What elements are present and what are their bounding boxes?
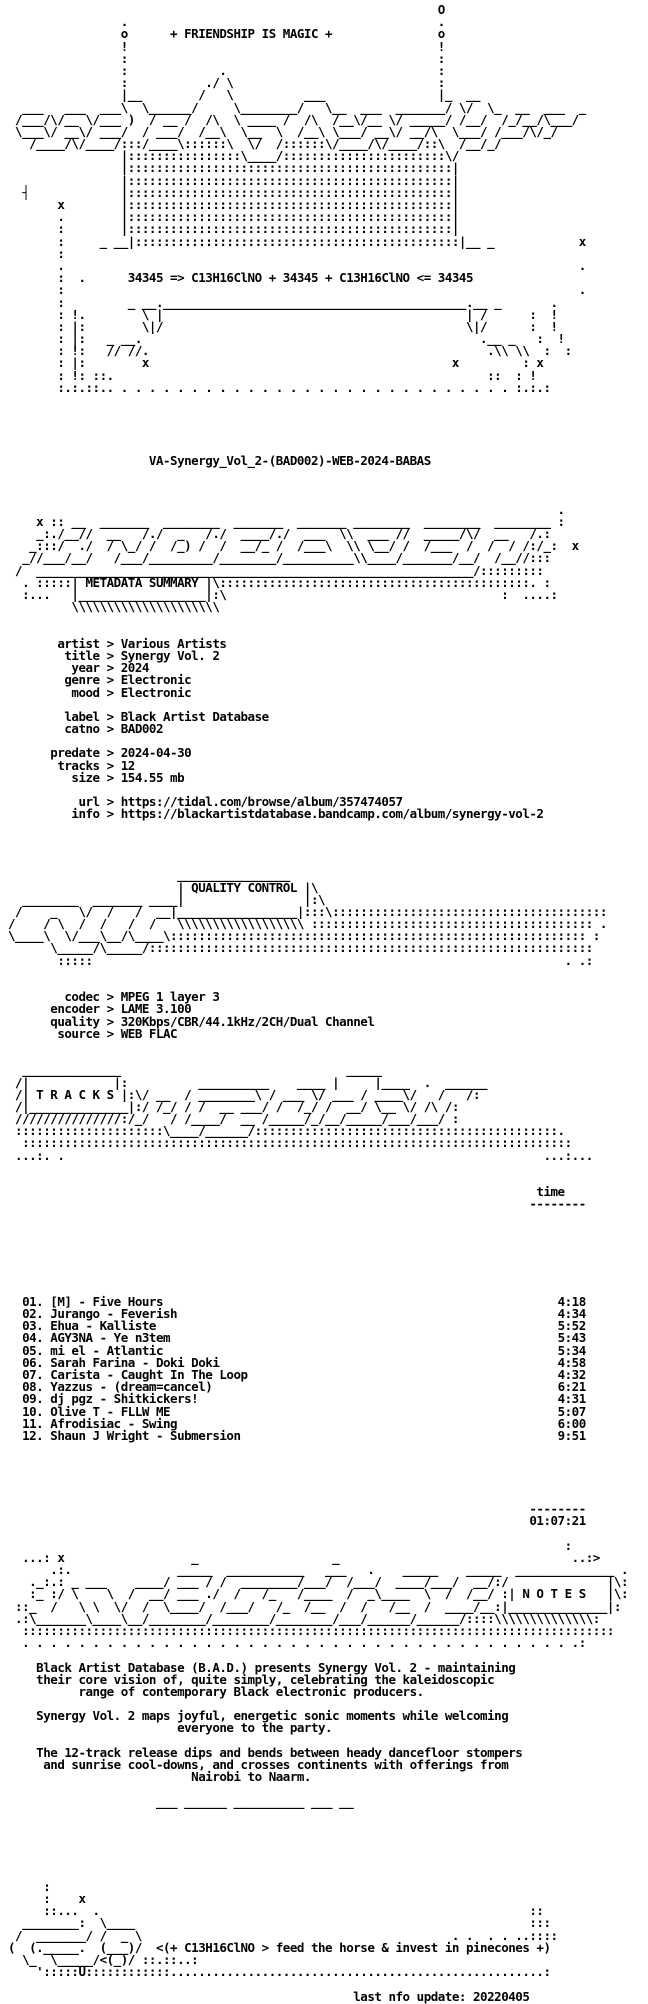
nfo-line: :_ :/ \ \ / __/ ___ ./ / /_ /____ / _\____ \ / /__/ :| N O T E S |\: [8, 1586, 629, 1602]
nfo-line [8, 1978, 640, 1990]
nfo-line: |::::::::::::::::\____/:::::::::::::::::::::::\/ [8, 148, 459, 164]
nfo-line: ::... . :: [8, 1903, 544, 1919]
nfo-line: ________: \____ ::: [8, 1915, 551, 1931]
nfo-line: Nairobi to Naarm. [8, 1769, 311, 1785]
nfo-line [8, 1454, 640, 1466]
nfo-line: . [8, 501, 565, 517]
nfo-line: -------- [8, 1501, 586, 1517]
track-title: 06. Sarah Farina - Doki Doki [8, 1354, 220, 1370]
nfo-line: .:\_______\____\__/________/________/________/___/______/______/::::\\\\\\\\\\\\\\: [8, 1610, 600, 1626]
nfo-line: info > https://blackartistdatabase.bandcamp.com/album/synergy-vol-2 [8, 806, 544, 822]
nfo-line: . . [8, 257, 586, 273]
nfo-line: ___ ___ ___\ \______/ \________/ \__ ___ _______/ \/ \_ __ ___ _ [8, 99, 586, 115]
nfo-line: : |: \|/ \|/ : ! [8, 318, 558, 334]
nfo-line: ________ _______ ____| |:\ [8, 891, 326, 907]
nfo-line: / _______/ / _ \ . . . . ..:::: [8, 1927, 558, 1943]
nfo-line: title > Synergy Vol. 2 [8, 647, 220, 663]
nfo-line: : ./ \ : [8, 75, 445, 91]
nfo-line: ...: x _ _ ..:> [8, 1549, 600, 1565]
nfo-line [8, 1808, 640, 1820]
nfo-line: /____/\/____/:::/____\::::::\ \/ /::::::\/____/\/____/::\ /__/_/ [8, 136, 502, 152]
nfo-line: :::::::::::::::::::::::::::::::::::::::::::::::::::::::::::::::::::::::::::::::::::: [8, 1622, 614, 1638]
nfo-line: \_____/\_____/::::::::::::::::::::::::::::::::::::::::::::::::::::::::::::::: [8, 940, 593, 956]
nfo-line: : [8, 245, 65, 261]
nfo-line [8, 1869, 640, 1881]
nfo-line: :... |__________________|:\ : ....: [8, 587, 558, 602]
nfo-line: codec > MPEG 1 layer 3 [8, 989, 220, 1005]
nfo-line: : |: x x : x [8, 355, 544, 371]
nfo-line: |__ / \ ___ |_ __ [8, 87, 481, 103]
track-title: 05. mi el - Atlantic [8, 1342, 164, 1358]
nfo-line: o + FRIENDSHIP IS MAGIC + o [8, 26, 445, 42]
nfo-line: : [8, 1878, 51, 1894]
nfo-line [8, 1832, 640, 1844]
nfo-line [8, 845, 640, 857]
nfo-line [8, 418, 640, 430]
nfo-line: / ______________________________________________________________/::::::::: [8, 562, 544, 578]
nfo-line: Black Artist Database (B.A.D.) presents Synergy Vol. 2 - maintaining [8, 1659, 516, 1675]
nfo-line: VA-Synergy_Vol_2-(BAD002)-WEB-2024-BABAS [8, 452, 431, 468]
nfo-line: |::::::::::::::::::::::::::::::::::::::::::::::| [8, 160, 459, 176]
nfo-line: ::::: . .: [8, 952, 593, 968]
nfo-line: : [8, 1537, 572, 1553]
nfo-line: ┤ |::::::::::::::::::::::::::::::::::::::::::::::| [8, 184, 459, 200]
nfo-line: tracks > 12 [8, 757, 135, 773]
track-time: 5:07 [557, 1403, 586, 1419]
nfo-line: year > 2024 [8, 660, 149, 676]
nfo-line: | QUALITY CONTROL |\ [8, 879, 319, 895]
nfo-line [8, 467, 640, 479]
nfo-line: \\\\\\\\\\\\\\\\\\\\\ [8, 599, 220, 615]
track-time: 4:31 [557, 1391, 586, 1407]
nfo-line: ._:.: _ ___ ____/ ___ / / ________/___/ /___/ ____/___/ __/:/ |\: [8, 1574, 629, 1590]
nfo-line: : _ __|::::::::::::::::::::::::::::::::::::::::::::::|__ _ x [8, 233, 586, 249]
nfo-line: everyone to the party. [8, 1720, 333, 1736]
nfo-line: _//___/__/ /___/_________/________/__________\\____/_______/__/ /__//::: [8, 550, 551, 566]
nfo-line: time [8, 1184, 565, 1200]
nfo-line: ( (._____. (___)/ <(+ C13H16ClNO > feed the horse & invest in pinecones +) [8, 1939, 551, 1955]
nfo-line: ::_ / \ \ \/ / \____/ /___/ /_ /__ / / /__ / ____/__:|______________|: [8, 1598, 621, 1614]
nfo-line [8, 1235, 640, 1247]
track-time: 9:51 [557, 1427, 586, 1443]
nfo-line: : : [8, 50, 445, 66]
nfo-line: The 12-track release dips and bends between heady dancefloor stompers [8, 1744, 523, 1760]
nfo-line: : !: // //. .\\ \\ : : [8, 343, 572, 359]
nfo-line: label > Black Artist Database [8, 708, 269, 724]
nfo-line [8, 1162, 640, 1174]
nfo-line: /___/\/__ \/___ ) / __ / /\ \ ____ / /\ /__\/__ \/ _____/ /__/ /_/__/\___/ [8, 111, 579, 127]
track-title: 01. [M] - Five Hours [8, 1293, 164, 1309]
nfo-line: quality > 320Kbps/CBR/44.1kHz/2CH/Dual Channel [8, 1013, 375, 1029]
nfo-line: : |: _ __. .__ _ : ! [8, 331, 565, 347]
nfo-line: source > WEB FLAC [8, 1025, 178, 1041]
track-title: 08. Yazzus - (dream=cancel) [8, 1379, 213, 1395]
nfo-line: size > 154.55 mb [8, 769, 185, 785]
track-time: 4:34 [557, 1306, 586, 1322]
nfo-line: : |::::::::::::::::::::::::::::::::::::::::::::::| [8, 221, 459, 237]
nfo-line: \___\/ __\/ ___/ / ___/ /__\ \__ \ /__\ \___/ __\/ __/\ \___/ /___/\/_/ [8, 123, 558, 139]
nfo-line: O [8, 2, 445, 17]
nfo-line [8, 479, 640, 491]
nfo-line [8, 1211, 640, 1223]
nfo-line: \_ \_____/<(_)/ ::.::..: [8, 1952, 199, 1967]
nfo-line: _:./__// __ /./ _ /./ ____/./ ___ \\ ___ // _____/\/ __ /.: [8, 526, 551, 542]
track-spacer [241, 1428, 558, 1443]
nfo-line: :::::::::::::::::::::::::::::::::::::::::::::::::::::::::::::::::::::::::::::: [8, 1135, 572, 1151]
nfo-line: : !: ::. :: : ! [8, 367, 537, 383]
nfo-line [8, 1247, 640, 1259]
nfo-line: . :::::| METADATA SUMMARY |\::::::::::::::::::::::::::::::::::::::::::::. : [8, 574, 551, 590]
nfo-line: \____\ \/___\__/\____\::::::::::::::::::::::::::::::::::::::::::::::::::::::::::: : [8, 928, 600, 944]
nfo-line: ! ! [8, 38, 445, 54]
nfo-line [8, 821, 640, 833]
nfo-line [8, 833, 640, 845]
nfo-line: : _ __.___________________________________________.__ _ . [8, 294, 558, 310]
nfo-line: their core vision of, quite simply, celebrating the kaleidoscopic [8, 1671, 495, 1687]
nfo-line: genre > Electronic [8, 672, 192, 688]
nfo-line [8, 1820, 640, 1832]
nfo-line: -------- [8, 1196, 586, 1212]
nfo-line: and sunrise cool-downs, and crosses continents with offerings from [8, 1757, 509, 1772]
nfo-line: /| T R A C K S |:\/ __ / ________\ / ___ \/ ___ / ____\/ / /: [8, 1086, 481, 1102]
nfo-line: /|______________|:/ /_/ / / __ ___/ / /_/ / __/ \__ \/ /\ /: [8, 1098, 459, 1114]
nfo-line: artist > Various Artists [8, 635, 227, 651]
nfo-line [8, 1467, 640, 1479]
track-time: 4:58 [557, 1354, 586, 1370]
track-title: 07. Carista - Caught In The Loop [8, 1367, 248, 1382]
track-title: 12. Shaun J Wright - Submersion [8, 1427, 241, 1443]
nfo-line: : x [8, 1891, 86, 1907]
nfo-document [8, 4, 640, 2003]
nfo-line [8, 394, 640, 406]
nfo-line: ________________ [8, 867, 290, 883]
nfo-line: ___ ______ __________ ___ __ [8, 1793, 354, 1809]
nfo-line [8, 1857, 640, 1869]
nfo-line: /| |: __________ ____ | |____ . ______ [8, 1074, 488, 1090]
nfo-line: . . [8, 14, 445, 30]
nfo-line [8, 406, 640, 418]
nfo-line [8, 967, 640, 979]
nfo-line: Synergy Vol. 2 maps joyful, energetic sonic moments while welcoming [8, 1708, 509, 1724]
nfo-line: mood > Electronic [8, 684, 192, 700]
nfo-line: 01:07:21 [8, 1513, 586, 1529]
nfo-line [8, 431, 640, 443]
nfo-line: / / \ / / / / \\\\\\\\\\\\\\\\\\ :::::::::::::::::::::::::::::::::::::::: . [8, 916, 607, 932]
nfo-line: : . [8, 282, 586, 298]
track-time: 5:34 [557, 1342, 586, 1358]
nfo-line: : . 34345 => C13H16ClNO + 34345 + C13H16ClNO <= 34345 [8, 270, 474, 286]
nfo-line: last nfo update: 20220405 [8, 1988, 530, 2004]
nfo-line: x |::::::::::::::::::::::::::::::::::::::::::::::| [8, 197, 459, 212]
nfo-line: . |::::::::::::::::::::::::::::::::::::::::::::::| [8, 209, 459, 225]
nfo-line: _:::/ ./ / \_/ / /_) / / __/_ / /___\ \\ \__/ / /___ / / / /:/_: x [8, 538, 579, 554]
nfo-line: ______________ _____ [8, 1062, 382, 1078]
nfo-line [8, 1783, 640, 1795]
nfo-line [8, 1040, 640, 1052]
track-time: 6:00 [557, 1415, 586, 1431]
nfo-line: : . : [8, 62, 445, 78]
nfo-line: ///////////////:/_/ / /____/ __ /_____/_/__/_____/___/___/ : [8, 1111, 459, 1127]
nfo-line: url > https://tidal.com/browse/album/357474057 [8, 794, 403, 810]
nfo-line: predate > 2024-04-30 [8, 745, 192, 761]
track-title: 11. Afrodisiac - Swing [8, 1415, 178, 1431]
nfo-line: ...:. . ...:... [8, 1147, 593, 1163]
track-time: 4:32 [557, 1367, 586, 1382]
nfo-line: encoder > LAME 3.100 [8, 1001, 192, 1017]
nfo-line [8, 613, 640, 625]
track-time: 5:43 [557, 1330, 586, 1346]
track-time: 4:18 [557, 1293, 586, 1309]
track-title: 10. Olive T - FLLW ME [8, 1403, 171, 1419]
nfo-line: . . . . . . . . . . . . . . . . . . . . . . . . . . . . . . . . . . . . . . . .: [8, 1635, 586, 1651]
nfo-line: range of contemporary Black electronic producers. [8, 1683, 424, 1699]
nfo-line: / _ \/ / / __|_________________|:::\::::::::::::::::::::::::::::::::::::::: [8, 903, 607, 919]
track-row [8, 1427, 640, 1443]
nfo-line: |::::::::::::::::::::::::::::::::::::::::::::::| [8, 172, 459, 188]
track-title: 04. AGY3NA - Ye n3tem [8, 1330, 171, 1346]
track-time: 6:21 [557, 1379, 586, 1395]
nfo-line: catno > BAD002 [8, 721, 164, 737]
nfo-line [8, 1479, 640, 1491]
track-title: 09. dj pgz - Shitkickers! [8, 1391, 199, 1407]
nfo-line [8, 1259, 640, 1271]
nfo-line [8, 1223, 640, 1235]
track-title: 03. Ehua - Kalliste [8, 1318, 156, 1334]
nfo-line: :::::::::::::::::::::\____/______/:::::::::::::::::::::::::::::::::::::::::::. [8, 1123, 565, 1139]
nfo-line [8, 1442, 640, 1454]
nfo-line: : !. \ | | / : ! [8, 306, 558, 322]
nfo-line: x :: __ _______ ________ _______ _______ ________ ________ ________ : [8, 513, 565, 529]
nfo-line: :.:.::.. . . . . . . . . . . . . . . . . . . . . . . . . . . . . :.:.: [8, 379, 551, 395]
nfo-line [8, 1272, 640, 1284]
track-time: 5:52 [557, 1318, 586, 1334]
nfo-line: .:. _____ ___________ ___ . _____ _____ ______________ . [8, 1562, 629, 1577]
track-title: 02. Jurango - Feverish [8, 1306, 178, 1322]
nfo-line [8, 1844, 640, 1856]
nfo-line: ':::::U::::::::::::.....................................................: [8, 1964, 551, 1980]
